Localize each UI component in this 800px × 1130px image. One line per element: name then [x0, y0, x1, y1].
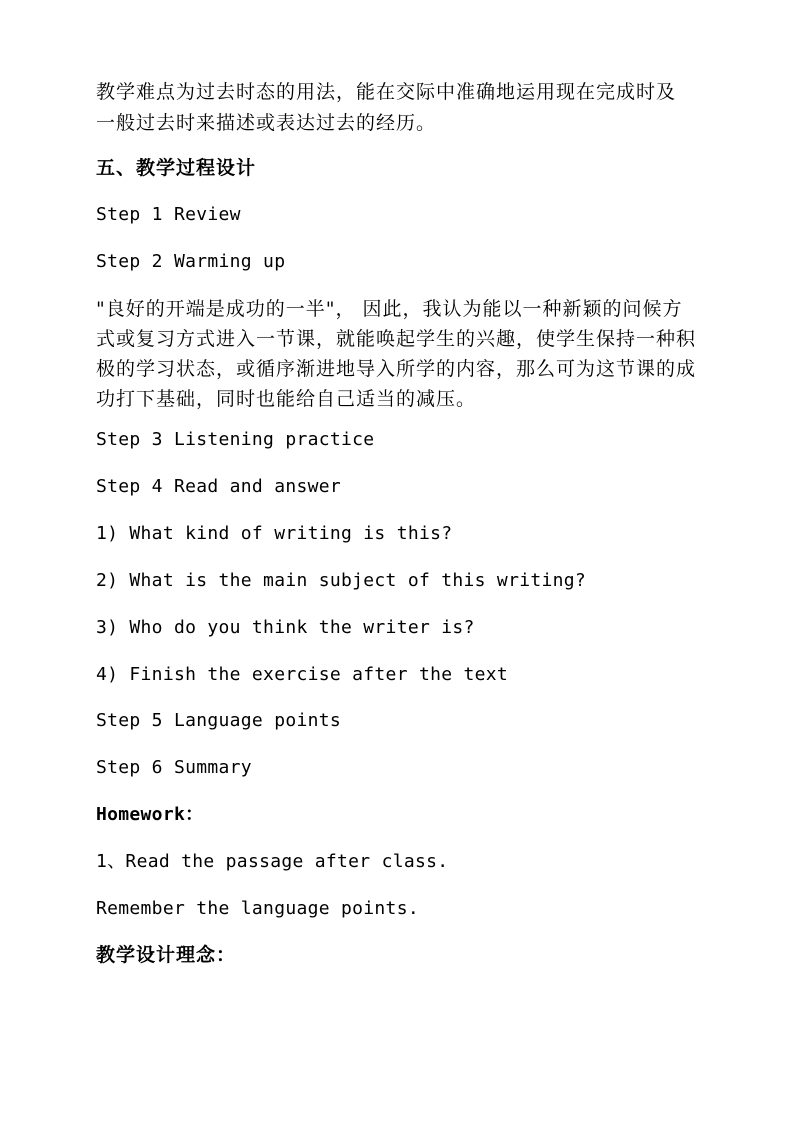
question-3: 3) Who do you think the writer is? — [96, 617, 475, 638]
warmup-paragraph-line-2: 式或复习方式进入一节课，就能唤起学生的兴趣，使学生保持一种积 — [96, 328, 697, 350]
step-1-review: Step 1 Review — [96, 204, 241, 225]
warmup-paragraph-line-1: "良好的开端是成功的一半"， 因此，我认为能以一种新颖的问候方 — [96, 298, 683, 320]
step-6-summary: Step 6 Summary — [96, 757, 252, 778]
difficulty-text-line-2: 一般过去时来描述或表达过去的经历。 — [96, 112, 437, 134]
step-3-listening: Step 3 Listening practice — [96, 429, 375, 450]
design-concept-heading: 教学设计理念： — [96, 944, 237, 966]
question-1: 1) What kind of writing is this? — [96, 523, 453, 544]
homework-item-1: 1、Read the passage after class. — [96, 851, 449, 872]
warmup-paragraph-line-3: 极的学习状态，或循序渐进地导入所学的内容，那么可为这节课的成 — [96, 358, 697, 380]
difficulty-text-line-1: 教学难点为过去时态的用法，能在交际中准确地运用现在完成时及 — [96, 81, 677, 103]
step-4-read-answer: Step 4 Read and answer — [96, 476, 342, 497]
question-2: 2) What is the main subject of this writing? — [96, 570, 587, 591]
homework-item-2: Remember the language points. — [96, 898, 419, 919]
step-2-warming-up: Step 2 Warming up — [96, 251, 286, 272]
question-4: 4) Finish the exercise after the text — [96, 664, 509, 685]
warmup-paragraph-line-4: 功打下基础，同时也能给自己适当的减压。 — [96, 388, 477, 410]
section-heading-teaching-process: 五、教学过程设计 — [96, 157, 257, 179]
step-5-language-points: Step 5 Language points — [96, 710, 342, 731]
homework-heading: Homework： — [96, 804, 204, 825]
